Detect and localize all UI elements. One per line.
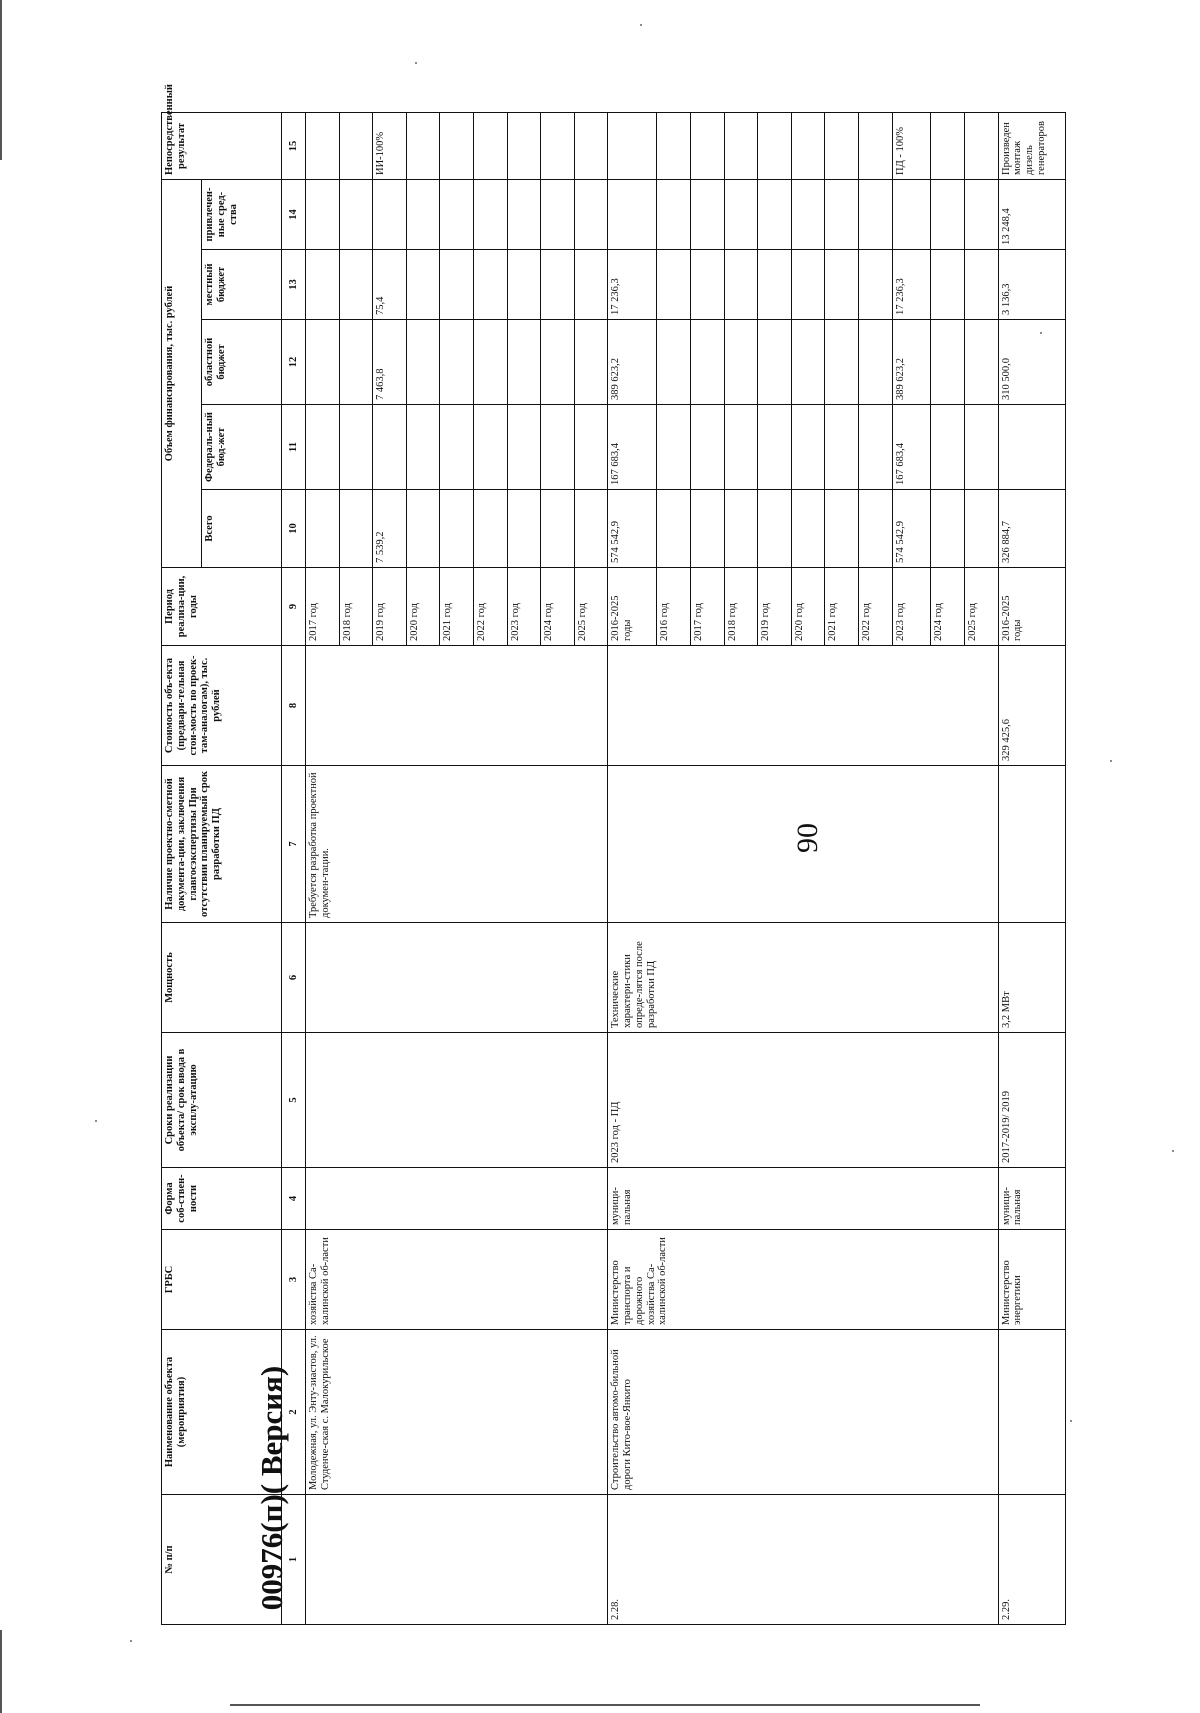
item-number: 2.28. — [608, 1495, 998, 1625]
year-cell: 2020 год — [406, 568, 440, 646]
attracted-cell — [724, 179, 758, 249]
col-number: 10 — [282, 490, 306, 568]
header-cost: Стоимость объ-екта (предвари-тельная стои-мость по проек-там-аналогам), тыс. рублей — [162, 646, 282, 766]
regional-cell — [859, 320, 893, 405]
federal-cell — [964, 405, 998, 490]
federal-cell — [473, 405, 507, 490]
result-cell — [306, 112, 340, 179]
local-cell — [541, 250, 575, 320]
col-number: 8 — [282, 646, 306, 766]
year-cell: 2016 год — [657, 568, 691, 646]
header-period: Период реализа-ции, годы — [162, 568, 282, 646]
federal-cell — [859, 405, 893, 490]
cont-num-cell — [306, 1495, 608, 1625]
regional-cell — [691, 320, 725, 405]
item-capacity: 3,2 МВт — [998, 923, 1065, 1033]
cont-cost — [306, 646, 608, 766]
attracted-cell — [931, 179, 965, 249]
scan-speck — [1070, 1420, 1072, 1422]
col-number: 11 — [282, 405, 306, 490]
regional-cell — [473, 320, 507, 405]
local-cell — [931, 250, 965, 320]
federal-cell — [998, 405, 1065, 490]
attracted-cell — [892, 179, 931, 249]
attracted-cell — [306, 179, 340, 249]
result-cell — [964, 112, 998, 179]
header-total: Всего — [202, 490, 282, 568]
col-number: 12 — [282, 320, 306, 405]
total-cell — [473, 490, 507, 568]
total-cell: 326 884,7 — [998, 490, 1065, 568]
attracted-cell — [473, 179, 507, 249]
regional-cell — [339, 320, 373, 405]
header-attracted: привлечен-ные сред-ства — [202, 179, 282, 249]
item-psd — [998, 766, 1065, 923]
federal-cell — [931, 405, 965, 490]
year-cell: 2024 год — [931, 568, 965, 646]
federal-cell — [306, 405, 340, 490]
regional-cell: 389 623,2 — [608, 320, 657, 405]
item-cost: 329 425,6 — [998, 646, 1065, 766]
scan-bottom-line — [230, 1704, 980, 1706]
header-regional: областной бюджет — [202, 320, 282, 405]
item-psd — [608, 766, 998, 923]
total-cell — [825, 490, 859, 568]
total-cell: 574 542,9 — [892, 490, 931, 568]
result-cell — [507, 112, 541, 179]
header-grbs: ГРБС — [162, 1230, 282, 1330]
header-psd: Наличие проектно-сметной документа-ции, заключения главгосэкспертизы При отсутствии планируемый срок разработки ПД — [162, 766, 282, 923]
item-ownership: муници-пальная — [608, 1168, 998, 1230]
local-cell — [473, 250, 507, 320]
total-cell — [931, 490, 965, 568]
result-cell — [339, 112, 373, 179]
year-cell: 2022 год — [473, 568, 507, 646]
cont-grbs: хозяйства Са-халинской об-ласти — [306, 1230, 608, 1330]
federal-cell — [691, 405, 725, 490]
local-cell: 3 136,3 — [998, 250, 1065, 320]
attracted-cell — [406, 179, 440, 249]
regional-cell — [440, 320, 474, 405]
regional-cell — [507, 320, 541, 405]
federal-cell — [574, 405, 608, 490]
result-cell — [724, 112, 758, 179]
total-cell — [406, 490, 440, 568]
year-cell: 2023 год — [892, 568, 931, 646]
total-cell — [964, 490, 998, 568]
attracted-cell — [574, 179, 608, 249]
local-cell — [574, 250, 608, 320]
total-cell — [574, 490, 608, 568]
year-cell: 2016-2025 годы — [998, 568, 1065, 646]
cont-object-name: Молодежная, ул. Энту-зиастов, ул. Студенче-ская с. Малокурильское — [306, 1330, 608, 1495]
local-cell — [724, 250, 758, 320]
year-cell: 2025 год — [964, 568, 998, 646]
year-cell: 2019 год — [758, 568, 792, 646]
federal-cell — [791, 405, 825, 490]
attracted-cell — [541, 179, 575, 249]
federal-cell — [758, 405, 792, 490]
total-cell — [541, 490, 575, 568]
result-cell — [574, 112, 608, 179]
total-cell — [657, 490, 691, 568]
regional-cell — [574, 320, 608, 405]
document-stamp: 00976(п)( Версия) — [254, 1365, 289, 1611]
regional-cell: 310 500,0 — [998, 320, 1065, 405]
attracted-cell — [859, 179, 893, 249]
funding-table — [161, 84, 1066, 1625]
year-cell: 2021 год — [440, 568, 474, 646]
result-cell — [691, 112, 725, 179]
header-ownership: Форма соб-ствен-ности — [162, 1168, 282, 1230]
local-cell — [825, 250, 859, 320]
result-cell — [608, 112, 657, 179]
local-cell: 75,4 — [373, 250, 407, 320]
local-cell — [306, 250, 340, 320]
item-ownership: муници-пальная — [998, 1168, 1065, 1230]
attracted-cell — [507, 179, 541, 249]
scan-speck — [415, 62, 417, 64]
regional-cell — [758, 320, 792, 405]
local-cell: 17 236,3 — [892, 250, 931, 320]
item-number: 2.29. — [998, 1495, 1065, 1625]
attracted-cell — [825, 179, 859, 249]
result-cell — [473, 112, 507, 179]
year-cell: 2018 год — [339, 568, 373, 646]
scan-edge-line-bottom — [0, 1630, 2, 1713]
year-cell: 2020 год — [791, 568, 825, 646]
header-terms: Сроки реализации объекта/ срок ввода в эксплу-атацию — [162, 1033, 282, 1168]
result-cell — [931, 112, 965, 179]
federal-cell — [724, 405, 758, 490]
col-number: 6 — [282, 923, 306, 1033]
col-number: 14 — [282, 179, 306, 249]
cont-psd: Требуется разработка проектной докумен-тации. — [306, 766, 608, 923]
regional-cell: 7 463,8 — [373, 320, 407, 405]
federal-cell — [339, 405, 373, 490]
result-cell — [758, 112, 792, 179]
total-cell — [791, 490, 825, 568]
header-local: местный бюджет — [202, 250, 282, 320]
regional-cell — [657, 320, 691, 405]
header-result: Непосредственный результат — [162, 112, 282, 179]
local-cell — [964, 250, 998, 320]
local-cell — [758, 250, 792, 320]
regional-cell — [406, 320, 440, 405]
scan-edge-line-top — [0, 0, 2, 160]
header-num: № п/п — [162, 1495, 282, 1625]
page-number: 90 — [791, 823, 824, 853]
result-cell — [406, 112, 440, 179]
total-cell — [507, 490, 541, 568]
col-number: 4 — [282, 1168, 306, 1230]
year-cell: 2022 год — [859, 568, 893, 646]
total-cell — [440, 490, 474, 568]
result-cell — [791, 112, 825, 179]
total-cell: 7 539,2 — [373, 490, 407, 568]
federal-cell — [440, 405, 474, 490]
col-number: 13 — [282, 250, 306, 320]
regional-cell — [541, 320, 575, 405]
header-funding: Объем финансирования, тыс. рублей — [162, 179, 202, 567]
regional-cell — [724, 320, 758, 405]
item-cost — [608, 646, 998, 766]
scan-speck — [1172, 1150, 1174, 1152]
col-number: 7 — [282, 766, 306, 923]
total-cell — [758, 490, 792, 568]
federal-cell — [406, 405, 440, 490]
cont-terms — [306, 1033, 608, 1168]
attracted-cell — [657, 179, 691, 249]
local-cell — [339, 250, 373, 320]
year-cell: 2016-2025 годы — [608, 568, 657, 646]
total-cell — [691, 490, 725, 568]
federal-cell: 167 683,4 — [608, 405, 657, 490]
attracted-cell — [758, 179, 792, 249]
attracted-cell — [373, 179, 407, 249]
cont-capacity — [306, 923, 608, 1033]
local-cell — [859, 250, 893, 320]
item-capacity: Технические характери-стики опреде-лятся после разработки ПД — [608, 923, 998, 1033]
regional-cell — [931, 320, 965, 405]
result-cell — [825, 112, 859, 179]
result-cell: Произведен монтаж дизель генераторов — [998, 112, 1065, 179]
scan-speck — [640, 24, 642, 26]
scan-speck — [1110, 760, 1112, 762]
item-terms: 2017-2019/ 2019 — [998, 1033, 1065, 1168]
year-cell: 2025 год — [574, 568, 608, 646]
local-cell: 17 236,3 — [608, 250, 657, 320]
header-capacity: Мощность — [162, 923, 282, 1033]
attracted-cell: 13 248,4 — [998, 179, 1065, 249]
regional-cell — [964, 320, 998, 405]
header-federal: Федераль-ный бюд-жет — [202, 405, 282, 490]
attracted-cell — [691, 179, 725, 249]
total-cell — [859, 490, 893, 568]
cont-ownership — [306, 1168, 608, 1230]
total-cell — [339, 490, 373, 568]
item-object-name — [998, 1330, 1065, 1495]
year-cell: 2017 год — [691, 568, 725, 646]
federal-cell: 167 683,4 — [892, 405, 931, 490]
result-cell: ПД - 100% — [892, 112, 931, 179]
attracted-cell — [440, 179, 474, 249]
year-cell: 2017 год — [306, 568, 340, 646]
rotated-table-wrapper — [161, 84, 1066, 1625]
result-cell — [657, 112, 691, 179]
federal-cell — [657, 405, 691, 490]
federal-cell — [373, 405, 407, 490]
item-grbs: Министерство транспорта и дорожного хозяйства Са-халинской об-ласти — [608, 1230, 998, 1330]
local-cell — [440, 250, 474, 320]
attracted-cell — [964, 179, 998, 249]
federal-cell — [541, 405, 575, 490]
scan-speck — [130, 1640, 132, 1642]
item-object-name: Строительство автомо-бильной дороги Кито-вое-Янкито — [608, 1330, 998, 1495]
col-number: 3 — [282, 1230, 306, 1330]
regional-cell — [306, 320, 340, 405]
total-cell: 574 542,9 — [608, 490, 657, 568]
year-cell: 2019 год — [373, 568, 407, 646]
year-cell: 2024 год — [541, 568, 575, 646]
total-cell — [724, 490, 758, 568]
attracted-cell — [791, 179, 825, 249]
col-number: 1 — [282, 1495, 306, 1625]
regional-cell — [825, 320, 859, 405]
year-cell: 2021 год — [825, 568, 859, 646]
item-terms: 2023 год - ПД — [608, 1033, 998, 1168]
regional-cell — [791, 320, 825, 405]
col-number: 2 — [282, 1330, 306, 1495]
col-number: 15 — [282, 112, 306, 179]
result-cell — [859, 112, 893, 179]
regional-cell: 389 623,2 — [892, 320, 931, 405]
attracted-cell — [608, 179, 657, 249]
year-cell: 2023 год — [507, 568, 541, 646]
header-name: Наименование объекта (мероприятия) — [162, 1330, 282, 1495]
local-cell — [507, 250, 541, 320]
federal-cell — [825, 405, 859, 490]
attracted-cell — [339, 179, 373, 249]
col-number: 9 — [282, 568, 306, 646]
year-cell: 2018 год — [724, 568, 758, 646]
col-number: 5 — [282, 1033, 306, 1168]
local-cell — [657, 250, 691, 320]
local-cell — [791, 250, 825, 320]
total-cell — [306, 490, 340, 568]
result-cell — [541, 112, 575, 179]
local-cell — [691, 250, 725, 320]
local-cell — [406, 250, 440, 320]
scan-speck — [95, 1120, 97, 1122]
result-cell — [440, 112, 474, 179]
federal-cell — [507, 405, 541, 490]
result-cell: ИИ-100% — [373, 112, 407, 179]
item-grbs: Министерство энергетики — [998, 1230, 1065, 1330]
